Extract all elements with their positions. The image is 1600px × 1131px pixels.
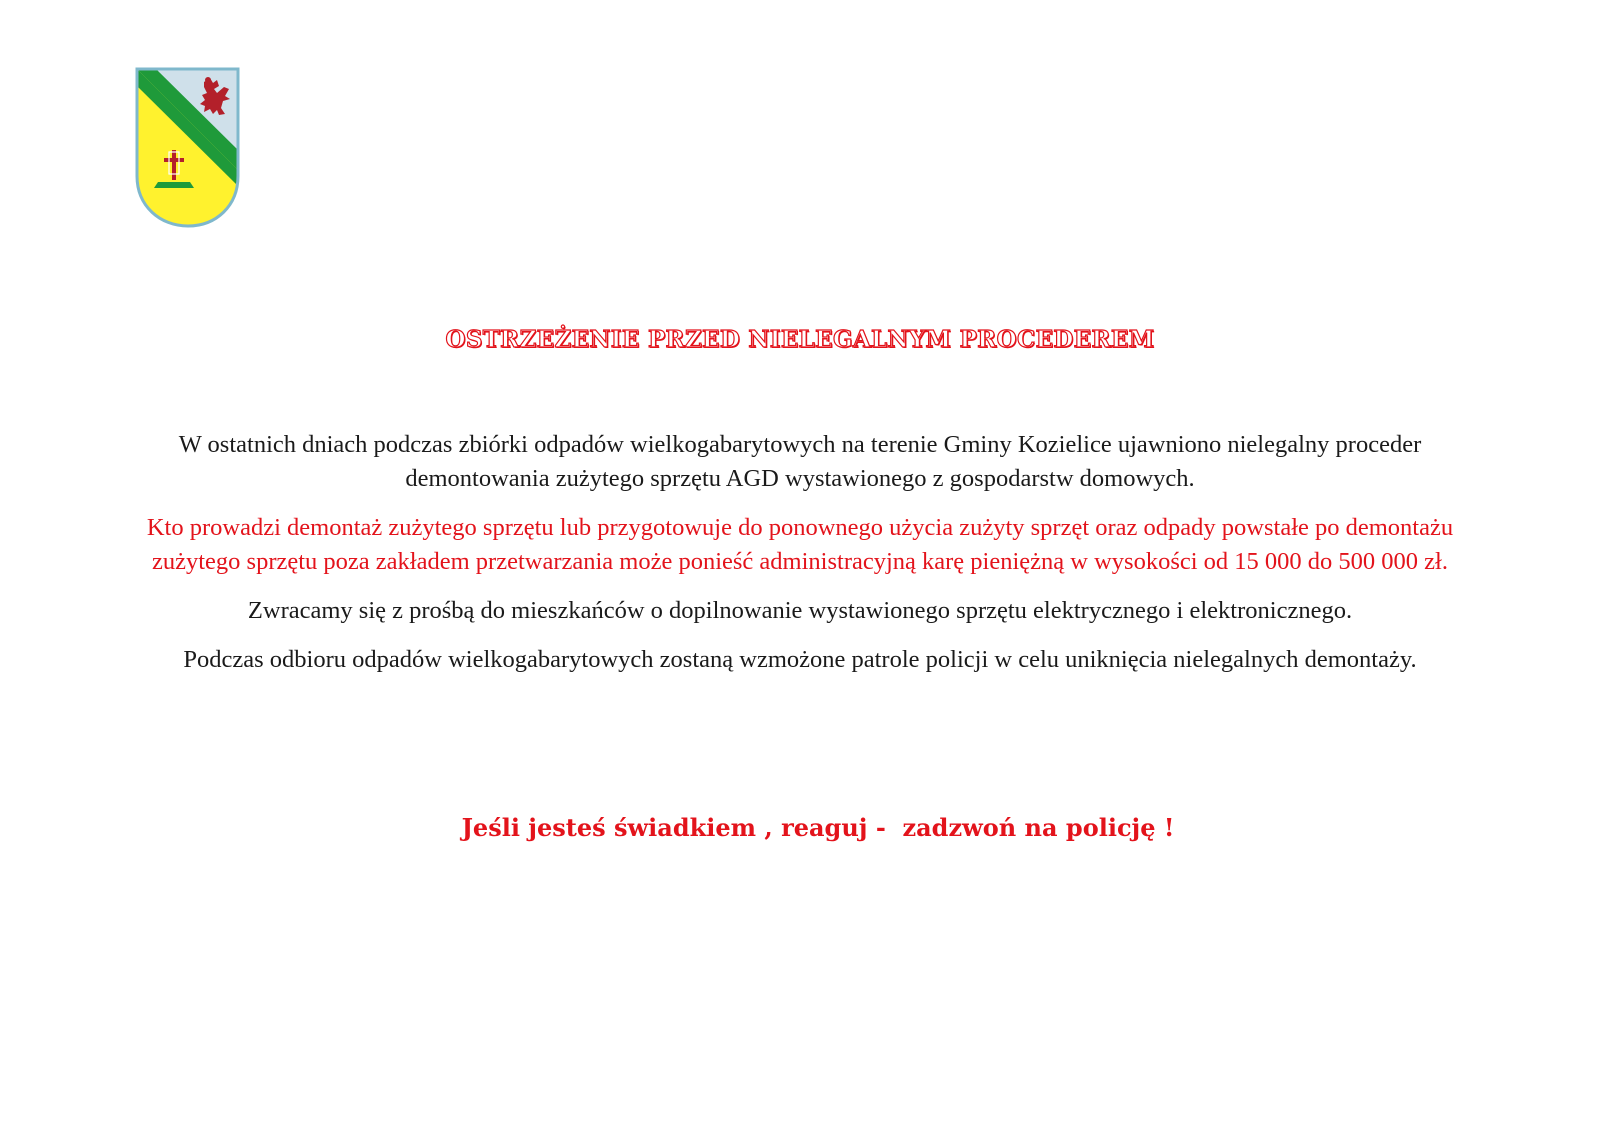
paragraph-request: Zwracamy się z prośbą do mieszkańców o dopilnowanie wystawionego sprzętu elektrycznego i elektronicznego. [247,597,1353,624]
document-body [130,428,1470,692]
page-title: OSTRZEŻENIE PRZED NIELEGALNYM PROCEDEREM [445,326,1155,353]
coat-of-arms-icon [134,66,242,232]
paragraph-penalty-warning: Kto prowadzi demontaż zużytego sprzętu lub przygotowuje do ponownego użycia zużyty sprzęt oraz odpady powstałe po demontażu zużytego sprzętu poza zakładem przetwarzania może ponieść administracyjną karę pieniężną w wysokości od 15 000 do 500 000 zł. [146,514,1454,575]
call-to-action: Jeśli jesteś świadkiem , reaguj - zadzwoń na policję ! [461,813,1175,842]
paragraph-police-patrols: Podczas odbioru odpadów wielkogabarytowych zostaną wzmożone patrole policji w celu uniknięcia nielegalnych demontaży. [183,646,1417,673]
paragraph-incident: W ostatnich dniach podczas zbiórki odpadów wielkogabarytowych na terenie Gminy Kozielice ujawniono nielegalny proceder demontowania zużytego sprzętu AGD wystawionego z gospodarstw domowych. [178,431,1422,492]
